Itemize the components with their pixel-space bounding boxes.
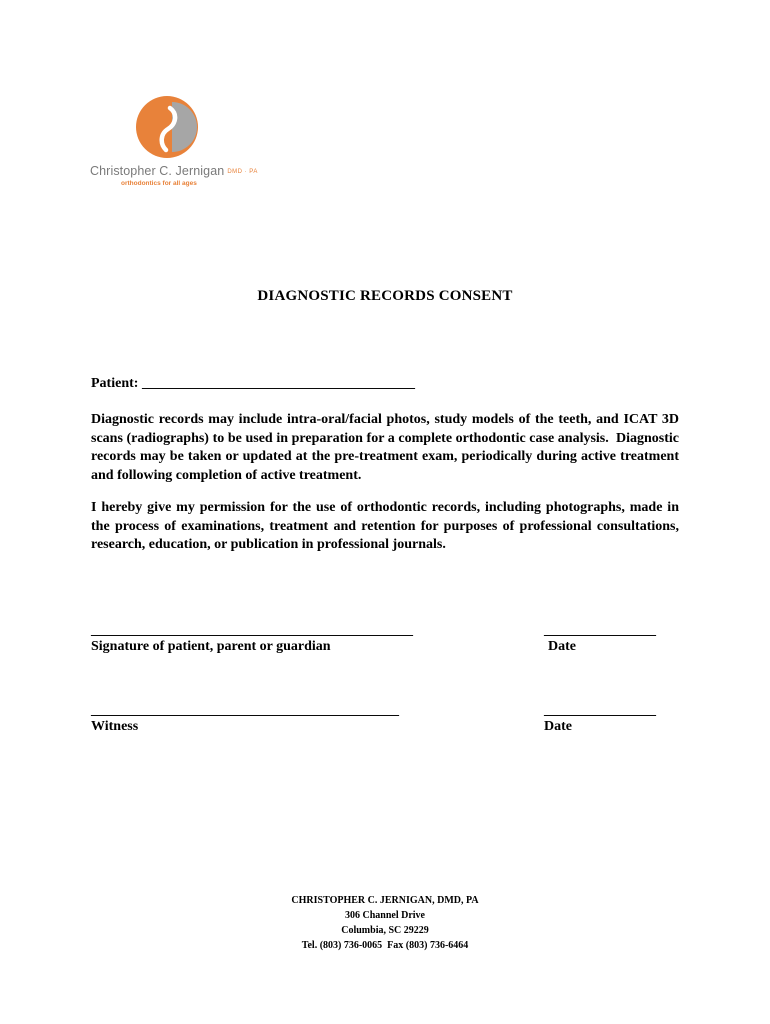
logo-mark-icon [134, 94, 200, 160]
date-label-1: Date [548, 639, 576, 654]
date-blank-1[interactable]: ________________ [544, 623, 656, 638]
patient-field [91, 376, 415, 392]
signature-label: Signature of patient, parent or guardian [91, 639, 331, 654]
date-label-2: Date [544, 719, 572, 734]
date-blank-2[interactable]: ________________ [544, 703, 656, 718]
document-title: DIAGNOSTIC RECORDS CONSENT [257, 288, 513, 304]
footer-city: Columbia, SC 29229 [341, 925, 429, 936]
records-paragraph: Diagnostic records may include intra-oral/facial photos, study models of the teeth, and ICAT 3D scans (radiographs) to be used in preparation for a complete orthodontic case analysis. Diagnostic records may be taken or updated at the pre-treatment exam, periodically during active treatment and following completion of active treatment. [91, 412, 679, 483]
footer-phone-fax: Tel. (803) 736-0065 Fax (803) 736-6464 [301, 940, 469, 951]
practice-address-footer [0, 893, 770, 953]
footer-practice-name: CHRISTOPHER C. JERNIGAN, DMD, PA [291, 895, 479, 906]
footer-street: 306 Channel Drive [345, 910, 425, 921]
logo-name [90, 164, 258, 178]
signature-blank[interactable]: ______________________________________________ [91, 623, 413, 638]
logo-gray-half [172, 102, 197, 152]
witness-label: Witness [91, 719, 139, 734]
logo-credentials: DMD · PA [227, 168, 258, 175]
logo-name-text: Christopher C. Jernigan [90, 164, 225, 178]
witness-blank[interactable]: ____________________________________________ [91, 703, 399, 718]
permission-paragraph: I hereby give my permission for the use of orthodontic records, including photographs, made in the process of examinations, treatment and retention for purposes of professional consultations, research, education, or publication in professional journals. [91, 500, 679, 552]
practice-logo [88, 94, 258, 194]
patient-blank[interactable]: _______________________________________ [141, 376, 415, 391]
logo-tagline: orthodontics for all ages [121, 180, 197, 187]
patient-label: Patient: [91, 376, 139, 391]
